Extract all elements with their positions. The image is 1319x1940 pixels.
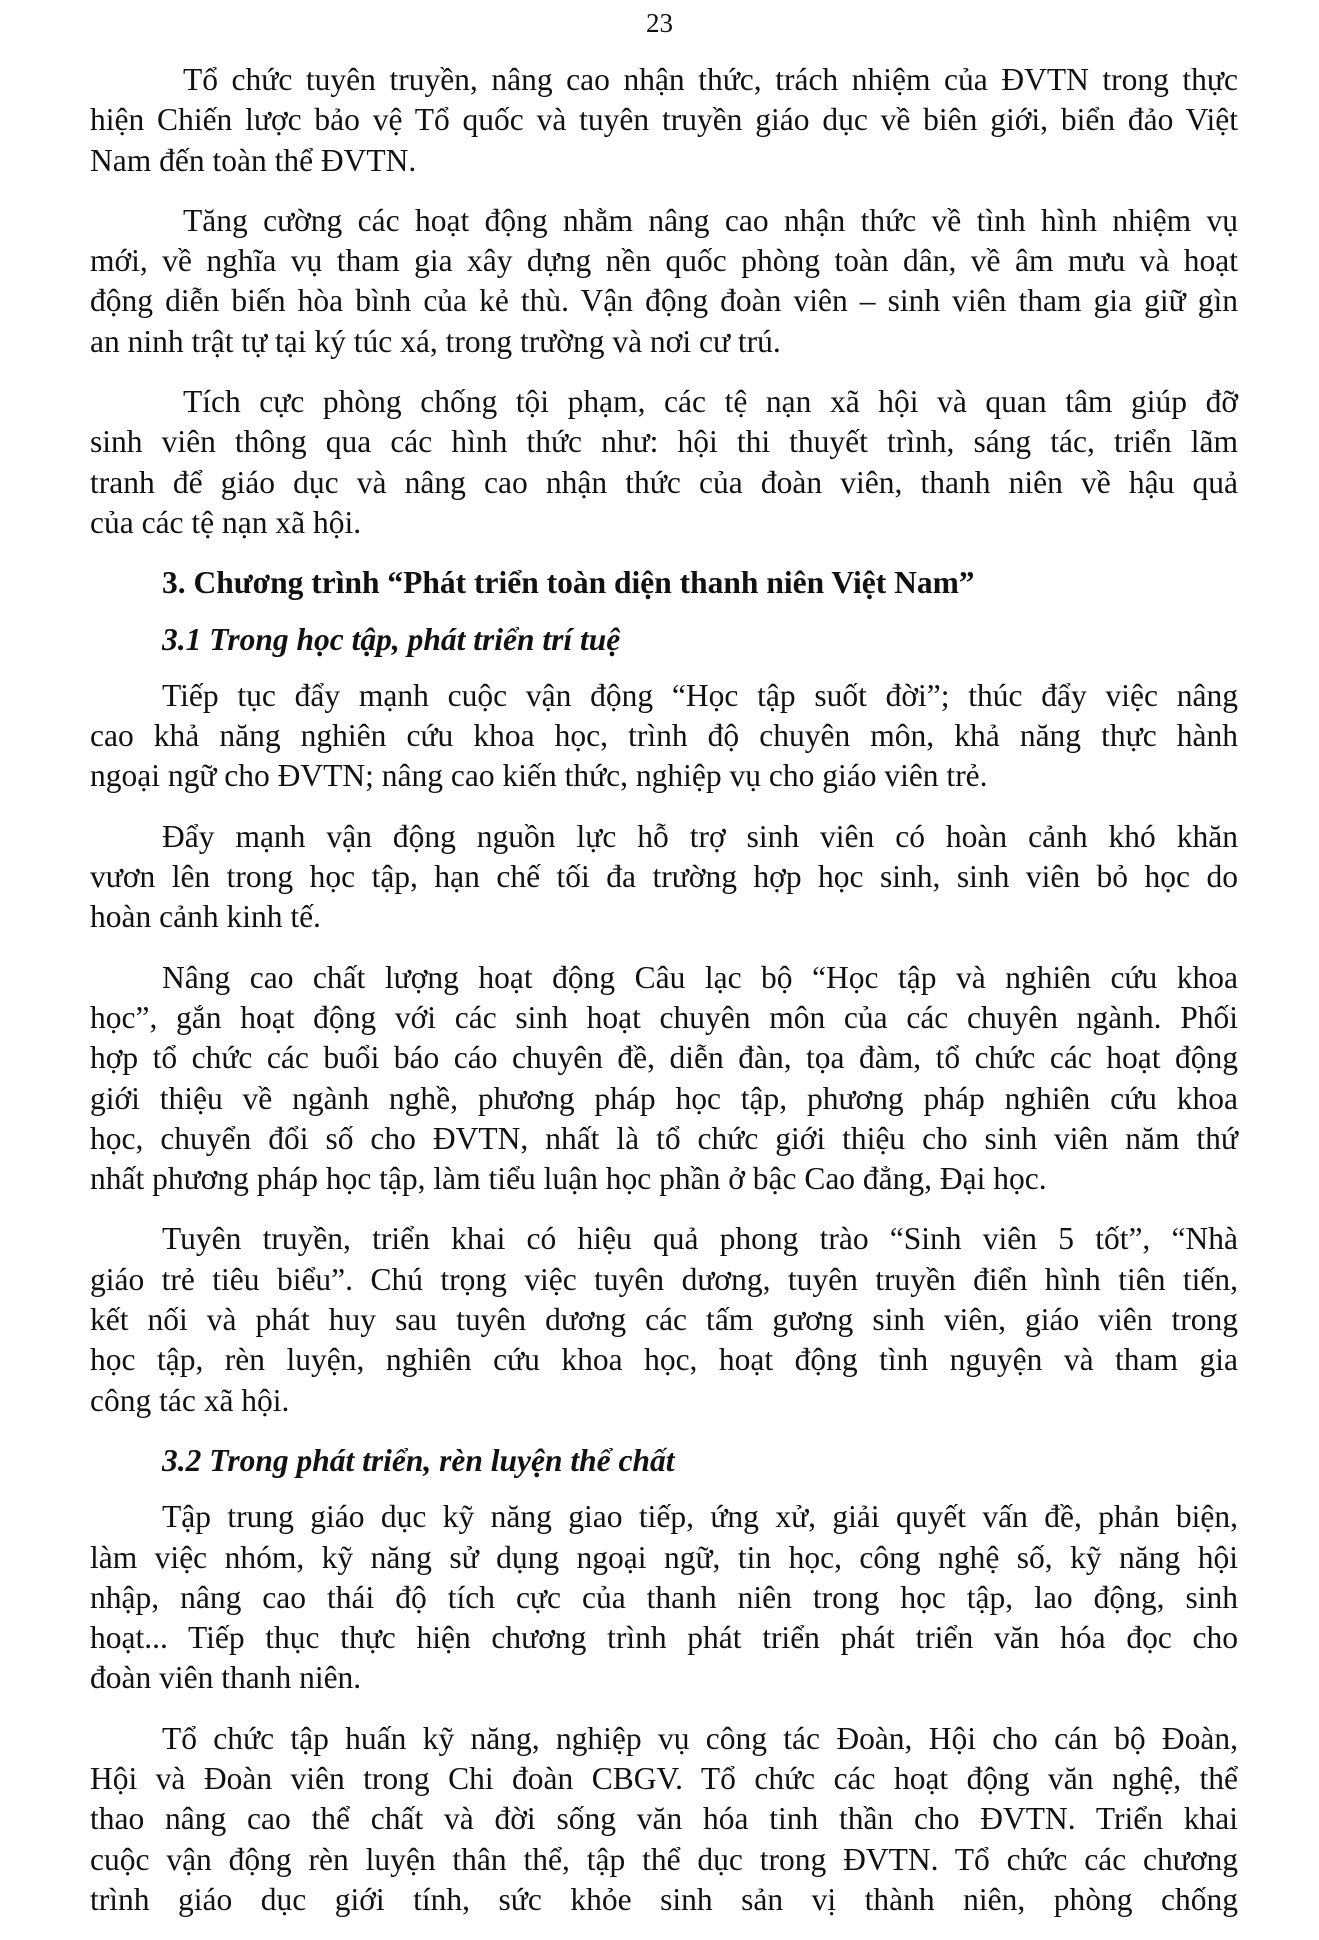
- document-body: [90, 60, 1238, 1940]
- text-line: nhất phương pháp học tập, làm tiểu luận học phần ở bậc Cao đẳng, Đại học.: [90, 1161, 1047, 1197]
- text-line: tranh để giáo dục và nâng cao nhận thức của đoàn viên, thanh niên về hậu quả: [90, 464, 1238, 500]
- text-line: Tăng cường các hoạt động nhằm nâng cao nhận thức về tình hình nhiệm vụ: [183, 202, 1238, 238]
- paragraph: [90, 958, 1238, 1200]
- text-line: của các tệ nạn xã hội.: [90, 504, 362, 540]
- paragraph: [90, 676, 1238, 797]
- text-line: hoàn cảnh kinh tế.: [90, 899, 321, 935]
- text-line: vươn lên trong học tập, hạn chế tối đa trường hợp học sinh, sinh viên bỏ học do: [90, 859, 1238, 895]
- text-line: học”, gắn hoạt động với các sinh hoạt chuyên môn của các chuyên ngành. Phối: [90, 999, 1238, 1035]
- text-line: động diễn biến hòa bình của kẻ thù. Vận động đoàn viên – sinh viên tham gia giữ gìn: [90, 283, 1238, 319]
- text-line: Tuyên truyền, triển khai có hiệu quả phong trào “Sinh viên 5 tốt”, “Nhà: [162, 1221, 1238, 1257]
- text-line: cuộc vận động rèn luyện thân thể, tập thể dục trong ĐVTN. Tổ chức các chương: [90, 1841, 1238, 1877]
- paragraph: [90, 1719, 1238, 1920]
- subsection-heading: 3.2 Trong phát triển, rèn luyện thể chất: [162, 1442, 675, 1478]
- text-line: Nam đến toàn thể ĐVTN.: [90, 142, 417, 178]
- text-line: hoạt... Tiếp thục thực hiện chương trình phát triển phát triển văn hóa đọc cho: [90, 1620, 1238, 1656]
- text-line: sinh viên thông qua các hình thức như: hội thi thuyết trình, sáng tác, triển lãm: [90, 424, 1238, 460]
- text-line: hiện Chiến lược bảo vệ Tổ quốc và tuyên truyền giáo dục về biên giới, biển đảo Việt: [90, 102, 1238, 138]
- text-line: làm việc nhóm, kỹ năng sử dụng ngoại ngữ, tin học, công nghệ số, kỹ năng hội: [90, 1539, 1238, 1575]
- text-line: Tổ chức tập huấn kỹ năng, nghiệp vụ công tác Đoàn, Hội cho cán bộ Đoàn,: [162, 1720, 1238, 1756]
- text-line: công tác xã hội.: [90, 1382, 290, 1418]
- text-line: Tập trung giáo dục kỹ năng giao tiếp, ứng xử, giải quyết vấn đề, phản biện,: [162, 1499, 1238, 1535]
- text-line: giáo trẻ tiêu biểu”. Chú trọng việc tuyên dương, tuyên truyền điển hình tiên tiến,: [90, 1261, 1238, 1297]
- text-line: mới, về nghĩa vụ tham gia xây dựng nền quốc phòng toàn dân, về âm mưu và hoạt: [90, 243, 1238, 279]
- text-line: học, chuyển đổi số cho ĐVTN, nhất là tổ chức giới thiệu cho sinh viên năm thứ: [90, 1120, 1238, 1156]
- subsection-heading: 3.1 Trong học tập, phát triển trí tuệ: [162, 621, 621, 657]
- text-line: thao nâng cao thể chất và đời sống văn hóa tinh thần cho ĐVTN. Triển khai: [90, 1801, 1238, 1837]
- text-line: Tiếp tục đẩy mạnh cuộc vận động “Học tập suốt đời”; thúc đẩy việc nâng: [162, 677, 1238, 713]
- text-line: đoàn viên thanh niên.: [90, 1660, 362, 1696]
- text-line: Tích cực phòng chống tội phạm, các tệ nạn xã hội và quan tâm giúp đỡ: [183, 384, 1238, 420]
- section-heading: 3. Chương trình “Phát triển toàn diện thanh niên Việt Nam”: [162, 565, 975, 601]
- text-line: hợp tổ chức các buổi báo cáo chuyên đề, diễn đàn, tọa đàm, tổ chức các hoạt động: [90, 1040, 1238, 1076]
- text-line: kết nối và phát huy sau tuyên dương các tấm gương sinh viên, giáo viên trong: [90, 1302, 1238, 1338]
- text-line: an ninh trật tự tại ký túc xá, trong trường và nơi cư trú.: [90, 323, 781, 359]
- paragraph: [90, 382, 1238, 543]
- text-line: Hội và Đoàn viên trong Chi đoàn CBGV. Tổ chức các hoạt động văn nghệ, thể: [90, 1760, 1238, 1796]
- text-line: giới thiệu về ngành nghề, phương pháp học tập, phương pháp nghiên cứu khoa: [90, 1080, 1238, 1116]
- paragraph: [90, 60, 1238, 181]
- paragraph: [90, 201, 1238, 362]
- page-number: 23: [646, 8, 673, 38]
- text-line: ngoại ngữ cho ĐVTN; nâng cao kiến thức, nghiệp vụ cho giáo viên trẻ.: [90, 758, 988, 794]
- paragraph: [90, 1219, 1238, 1420]
- text-line: Tổ chức tuyên truyền, nâng cao nhận thức, trách nhiệm của ĐVTN trong thực: [183, 62, 1238, 97]
- paragraph: [90, 817, 1238, 938]
- paragraph: [90, 1497, 1238, 1698]
- text-line: nhập, nâng cao thái độ tích cực của thanh niên trong học tập, lao động, sinh: [90, 1579, 1238, 1615]
- text-line: trình giáo dục giới tính, sức khỏe sinh sản vị thành niên, phòng chống: [90, 1881, 1238, 1917]
- text-line: Nâng cao chất lượng hoạt động Câu lạc bộ “Học tập và nghiên cứu khoa: [162, 959, 1238, 995]
- text-line: cao khả năng nghiên cứu khoa học, trình độ chuyên môn, khả năng thực hành: [90, 718, 1238, 754]
- text-line: học tập, rèn luyện, nghiên cứu khoa học, hoạt động tình nguyện và tham gia: [90, 1342, 1238, 1378]
- text-line: Đẩy mạnh vận động nguồn lực hỗ trợ sinh viên có hoàn cảnh khó khăn: [162, 818, 1238, 854]
